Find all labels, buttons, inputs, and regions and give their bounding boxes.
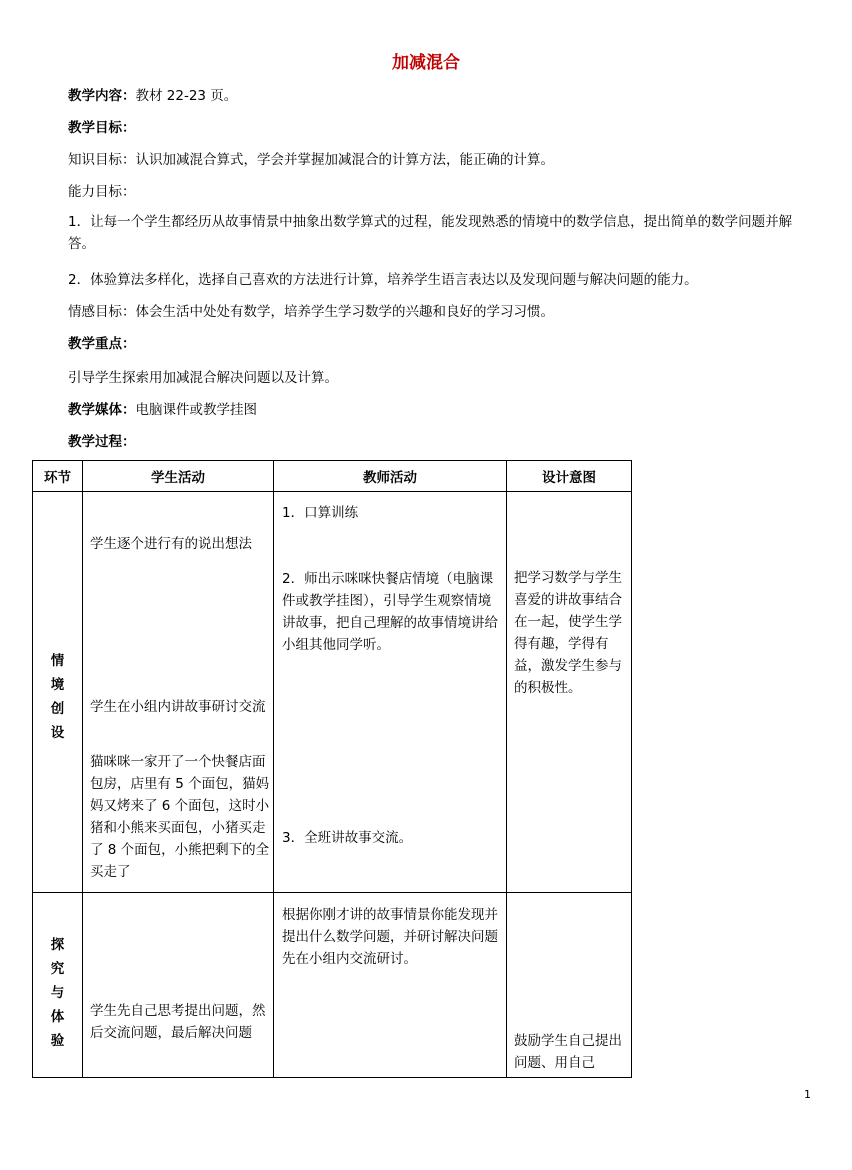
knowledge-goal: 知识目标：认识加减混合算式，学会并掌握加减混合的计算方法，能正确的计算。: [68, 152, 554, 168]
stage-label-situation: 情 境 创 设: [50, 653, 65, 741]
objectives-heading: [68, 116, 136, 136]
ability-heading: 能力目标：: [68, 184, 136, 200]
table-header-row: [33, 461, 632, 492]
teacher-activity-3: 3．全班讲故事交流。: [282, 830, 413, 846]
header-stage: 环节: [33, 461, 83, 492]
content-text: 教材 22-23 页。: [135, 88, 238, 104]
design-intent-2: 鼓励学生自己提出问题、用自己: [514, 1033, 622, 1071]
teacher-activity-cell: [274, 492, 506, 892]
student-activity-cell: [83, 893, 273, 1077]
table-row: [33, 893, 632, 1078]
teacher-activity-1: 1．口算训练: [282, 505, 359, 521]
key-text: 引导学生探索用加减混合解决问题以及计算。: [68, 370, 338, 386]
stage-cell-explore: [33, 893, 82, 1077]
design-intent-cell: [507, 893, 631, 1077]
header-student-activity: 学生活动: [83, 461, 274, 492]
content-line: [68, 84, 237, 104]
student-activity-3: 猫咪咪一家开了一个快餐店面包房，店里有 5 个面包，猫妈妈又烤来了 6 个面包，这时小猪和小熊来买面包，小猪买走了 8 个面包，小熊把剩下的全买走了: [90, 754, 270, 880]
design-intent-1: 把学习数学与学生喜爱的讲故事结合在一起，使学生学得有趣，学得有益，激发学生参与的积极性。: [514, 570, 622, 696]
student-activity-cell: [83, 492, 273, 892]
table-row: [33, 492, 632, 893]
media-label: 教学媒体：: [68, 402, 136, 418]
stage-cell-situation: [33, 492, 82, 892]
design-intent-cell: [507, 492, 631, 892]
objectives-label: 教学目标：: [68, 120, 136, 136]
process-heading: [68, 430, 136, 450]
teacher-activity-cell: [274, 893, 506, 1077]
header-teacher-activity: 教师活动: [274, 461, 507, 492]
student-activity-2: 学生在小组内讲故事研讨交流: [90, 699, 266, 715]
student-activity-4: 学生先自己思考提出问题，然后交流问题，最后解决问题: [90, 1003, 266, 1041]
content-label: 教学内容：: [68, 88, 136, 104]
teacher-activity-4: 根据你刚才讲的故事情景你能发现并提出什么数学问题，并研讨解决问题先在小组内交流研讨。: [282, 907, 498, 967]
student-activity-1: 学生逐个进行有的说出想法: [90, 536, 252, 552]
key-label: 教学重点：: [68, 336, 136, 352]
key-heading: [68, 332, 136, 352]
stage-label-explore: 探 究 与 体 验: [50, 937, 65, 1049]
header-design-intent: 设计意图: [507, 461, 632, 492]
process-label: 教学过程：: [68, 434, 136, 450]
page-number: 1: [804, 1088, 811, 1101]
teacher-activity-2: 2．师出示咪咪快餐店情境（电脑课件或教学挂图），引导学生观察情境讲故事，把自己理解的故事情境讲给小组其他同学听。: [282, 571, 498, 653]
media-line: [68, 398, 257, 418]
ability-item-1: 1．让每一个学生都经历从故事情景中抽象出数学算式的过程，能发现熟悉的情境中的数学信息，提出简单的数学问题并解答。: [68, 214, 793, 252]
emotion-goal: 情感目标：体会生活中处处有数学，培养学生学习数学的兴趣和良好的学习习惯。: [68, 304, 554, 320]
lesson-process-table: [32, 460, 632, 1078]
ability-item-2: 2．体验算法多样化，选择自己喜欢的方法进行计算，培养学生语言表达以及发现问题与解决问题的能力。: [68, 272, 698, 288]
media-text: 电脑课件或教学挂图: [135, 402, 257, 418]
document-title: 加减混合: [392, 53, 460, 73]
